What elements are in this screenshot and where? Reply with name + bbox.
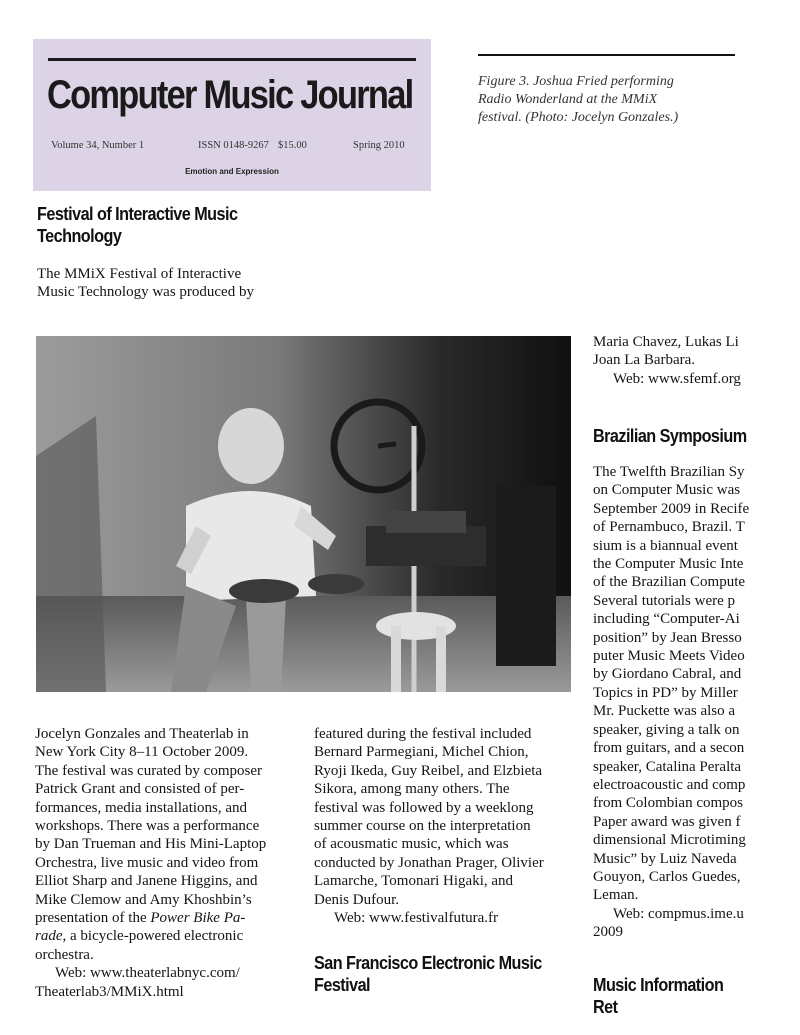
text-line: position” by Jean Bresso <box>593 629 742 646</box>
section-heading-mmix <box>37 203 237 247</box>
text-line: Jocelyn Gonzales and Theaterlab in <box>35 726 249 742</box>
brazilian-body <box>593 463 765 942</box>
text-line: speaker, Catalina Peralta <box>593 758 742 775</box>
text-line: The MMiX Festival of Interactive <box>37 266 242 282</box>
text-line: New York City 8–11 October 2009. <box>35 744 249 761</box>
heading-line: Festival of Interactive Music <box>37 204 238 224</box>
text-line <box>35 909 266 927</box>
text-line: Elliot Sharp and Janene Higgins, and <box>35 873 258 890</box>
section-heading-brazilian: Brazilian Symposium <box>593 426 747 446</box>
futura-body <box>314 725 544 927</box>
text-line: Music” by Luiz Naveda <box>593 850 737 867</box>
text-line: Paper award was given f <box>593 813 741 830</box>
heading-line: Technology <box>37 226 122 246</box>
text-line: Leman. <box>593 887 639 904</box>
text-line: orchestra. <box>35 946 94 963</box>
text-line: workshops. There was a performance <box>35 818 260 835</box>
mmix-body <box>35 725 266 1001</box>
text-line: The festival was curated by composer <box>35 762 262 779</box>
text-line: Denis Dufour. <box>314 891 399 908</box>
web-link-theaterlab[interactable]: Web: www.theaterlabnyc.com/ <box>55 965 240 982</box>
section-heading-mir: Music Information Ret <box>593 975 724 1017</box>
title-italic: rade <box>35 928 63 945</box>
sfemf-continuation <box>593 333 765 388</box>
web-link-compmus[interactable]: Web: compmus.ime.u <box>613 905 744 922</box>
text-line: sium is a biannual event <box>593 537 738 554</box>
text-line: speaker, giving a talk on <box>593 721 740 738</box>
heading-line: San Francisco Electronic Music <box>314 953 542 973</box>
journal-title: Computer Music Journal <box>47 73 413 117</box>
text-line <box>35 927 266 945</box>
title-italic: Power Bike Pa- <box>150 910 246 927</box>
text-line: Bernard Parmegiani, Michel Chion, <box>314 744 529 761</box>
journal-issn: ISSN 0148-9267 <box>198 140 269 151</box>
web-link-futura[interactable]: Web: www.festivalfutura.fr <box>334 910 499 927</box>
text-line: electroacoustic and comp <box>593 776 746 793</box>
caption-line: Radio Wonderland at the MMiX <box>478 92 658 107</box>
text-line: from guitars, and a secon <box>593 740 745 757</box>
text-line: Topics in PD” by Miller <box>593 684 738 701</box>
journal-volume: Volume 34, Number 1 <box>51 140 145 151</box>
text-line: formances, media installations, and <box>35 799 248 816</box>
performance-photo <box>36 336 571 692</box>
text-line: Gouyon, Carlos Guedes, <box>593 868 741 885</box>
text-line: from Colombian compos <box>593 795 743 812</box>
text-line: The Twelfth Brazilian Sy <box>593 464 745 480</box>
text-line: dimensional Microtiming <box>593 832 746 849</box>
text-line: Mr. Puckette was also a <box>593 703 736 720</box>
web-link-theaterlab-cont[interactable]: Theaterlab3/MMiX.html <box>35 983 184 1000</box>
web-link-sfemf[interactable]: Web: www.sfemf.org <box>613 370 741 387</box>
text-line: Lamarche, Tomonari Higaki, and <box>314 873 514 890</box>
caption-rule <box>478 54 735 56</box>
caption-line: Figure 3. Joshua Fried performing <box>478 74 674 89</box>
text-line: Ryoji Ikeda, Guy Reibel, and Elzbieta <box>314 762 543 779</box>
text-line: of Pernambuco, Brazil. T <box>593 519 745 536</box>
journal-banner <box>33 39 431 191</box>
text-line: of acousmatic music, which was <box>314 836 509 853</box>
text-line: September 2009 in Recife <box>593 500 750 517</box>
text-line: Music Technology was produced by <box>37 284 254 301</box>
text-line: Joan La Barbara. <box>593 352 696 369</box>
banner-rule <box>48 58 416 61</box>
intro-paragraph <box>37 265 254 302</box>
text-line: Patrick Grant and consisted of per- <box>35 781 245 798</box>
heading-line: Festival <box>314 975 371 995</box>
text-line: summer course on the interpretation <box>314 818 531 835</box>
caption-line: festival. (Photo: Jocelyn Gonzales.) <box>478 110 679 125</box>
text-line: on Computer Music was <box>593 482 741 499</box>
text-line: by Giordano Cabral, and <box>593 666 742 683</box>
text-line: of the Brazilian Compute <box>593 574 746 591</box>
journal-price: $15.00 <box>278 140 307 151</box>
text-line: festival was followed by a weeklong <box>314 799 534 816</box>
section-heading-sfemf <box>314 952 542 996</box>
text-line: Maria Chavez, Lukas Li <box>593 334 739 350</box>
text-line: Several tutorials were p <box>593 592 736 609</box>
photo-illustration <box>36 336 571 692</box>
text-fragment: , a bicycle-powered electronic <box>62 928 244 945</box>
text-line: Mike Clemow and Amy Khoshbin’s <box>35 891 252 908</box>
text-line: by Dan Trueman and His Mini-Laptop <box>35 836 267 853</box>
text-fragment: presentation of the <box>35 910 151 927</box>
text-line: 2009 <box>593 924 623 941</box>
text-line: conducted by Jonathan Prager, Olivier <box>314 854 544 871</box>
journal-subtitle: Emotion and Expression <box>185 167 279 176</box>
text-line: Sikora, among many others. The <box>314 781 510 798</box>
text-line: puter Music Meets Video <box>593 648 745 665</box>
journal-season: Spring 2010 <box>353 140 405 151</box>
text-line: featured during the festival included <box>314 726 532 742</box>
text-line: Orchestra, live music and video from <box>35 854 259 871</box>
text-line: the Computer Music Inte <box>593 556 744 573</box>
figure-caption <box>478 73 738 127</box>
text-line: including “Computer-Ai <box>593 611 740 628</box>
